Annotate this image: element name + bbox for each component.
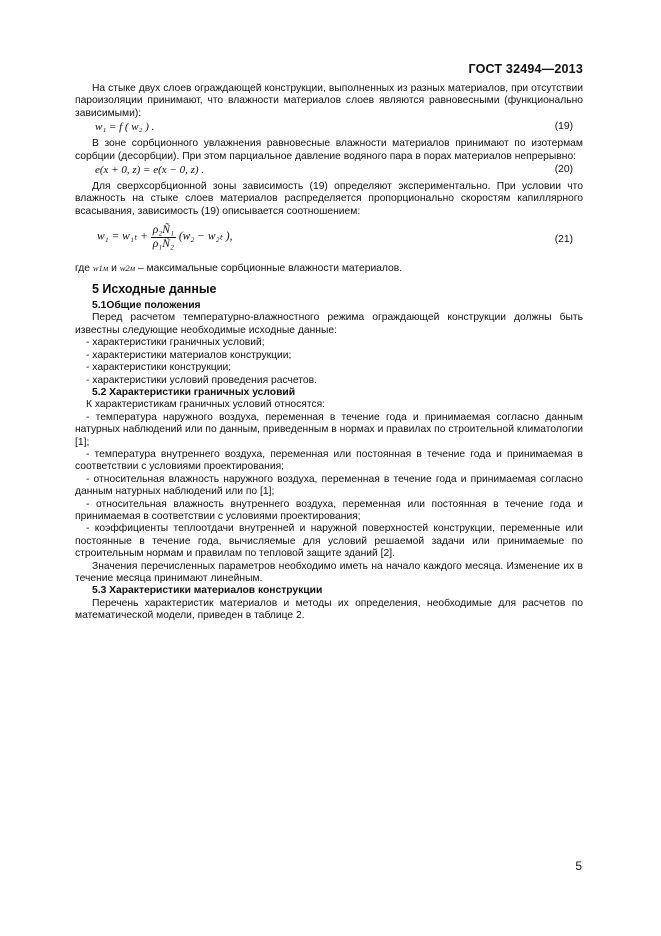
paragraph-supersorption-zone: Для сверхсорбционной зоны зависимость (19) определяют экспериментально. При условии что влажность на стыке слоев материалов распределяется пропорционально скоростям капиллярного всасывания, зависимость (19) описывается соотношением: (75, 181, 583, 217)
where-line (75, 262, 583, 275)
list-item: - характеристики граничных условий; (86, 337, 265, 349)
formula-21-expression (97, 224, 232, 250)
formula-20-expression: e(x + 0, z) = e(x − 0, z) . (95, 164, 205, 177)
subsection-5-1-text: Перед расчетом температурно-влажностного режима ограждающей конструкции должны быть известны следующие необходимые исходные данные: (75, 312, 583, 336)
subsection-5-2-note: Значения перечисленных параметров необходимо иметь на начало каждого месяца. Изменение их в течение месяца принимают линейным. (75, 560, 583, 584)
where-and: и (108, 263, 120, 275)
list-item: - коэффициенты теплоотдачи внутренней и наружной поверхностей конструкции, переменные или постоянные в течение года, вычисляемые для условий решаемой задачи или принимаемые по строительным нормам и правилам по тепловой защите зданий [2]. (75, 523, 583, 560)
formula-21 (75, 222, 583, 258)
paragraph-sorption-zone: В зоне сорбционного увлажнения равновесные влажности материалов принимают по изотермам сорбции (десорбции). При этом парциальное давление водяного пара в порах материалов непрерывно: (75, 138, 583, 162)
where-prefix: где (75, 263, 93, 275)
formula-20-number: (20) (554, 164, 573, 176)
subsection-5-2-intro: К характеристикам граничных условий относятся: (86, 399, 326, 411)
where-suffix: – максимальные сорбционные влажности материалов. (135, 263, 403, 275)
list-item: - характеристики конструкции; (86, 362, 232, 374)
formula-19-expression: w₁ = f ( w₂ ) . (95, 121, 155, 134)
formula-21-lhs: w₁ = w₁ₜ + (97, 230, 148, 243)
list-item: - относительная влажность наружного воздуха, переменная в течение года и принимаемая согласно данным натурных наблюдений или по [1]; (75, 473, 583, 498)
subsection-5-3-title: 5.3 Характеристики материалов конструкции (92, 585, 323, 597)
formula-21-number: (21) (554, 234, 573, 246)
where-w2: w2м (119, 263, 136, 274)
page-number: 5 (575, 859, 582, 873)
formula-21-numerator: ρ₂Ñ₁ (152, 224, 174, 237)
formula-19 (75, 121, 583, 136)
subsection-5-1-title: 5.1Общие положения (92, 300, 201, 312)
list-item: - температура наружного воздуха, переменная в течение года и принимаемая согласно данным натурных наблюдений или по данным, приведенным в нормах и правилах по строительной климатологии [1]; (75, 411, 583, 448)
where-w1: w1м (92, 263, 109, 274)
subsection-5-3-text: Перечень характеристик материалов и методы их определения, необходимые для расчетов по математической модели, приведен в таблице 2. (75, 597, 583, 622)
page-content (75, 83, 583, 623)
formula-21-rhs: (w₂ − w₂ₜ ), (178, 230, 233, 243)
formula-21-fraction (151, 224, 176, 250)
formula-21-denominator: ρ₁Ñ₂ (152, 237, 174, 250)
subsection-5-2-title: 5.2 Характеристики граничных условий (92, 386, 296, 398)
paragraph-layers-junction: На стыке двух слоев ограждающей конструкции, выполненных из разных материалов, при отсутствии пароизоляции принимают, что влажности материалов слоев являются равновесными (функционально зависимыми): (75, 83, 583, 119)
section-5-title: 5 Исходные данные (92, 281, 217, 296)
list-item: - температура внутреннего воздуха, переменная или постоянная в течение года и принимаемая в соответствии с условиями проектирования; (75, 448, 583, 473)
formula-19-number: (19) (554, 121, 573, 133)
standard-header: ГОСТ 32494—2013 (468, 62, 583, 76)
formula-20 (75, 164, 583, 179)
list-item: - относительная влажность внутреннего воздуха, переменная или постоянная в течение года и принимаемая в соответствии с условиями проектирования; (75, 498, 583, 522)
list-item: - характеристики условий проведения расчетов. (86, 374, 317, 386)
list-item: - характеристики материалов конструкции; (86, 349, 292, 361)
